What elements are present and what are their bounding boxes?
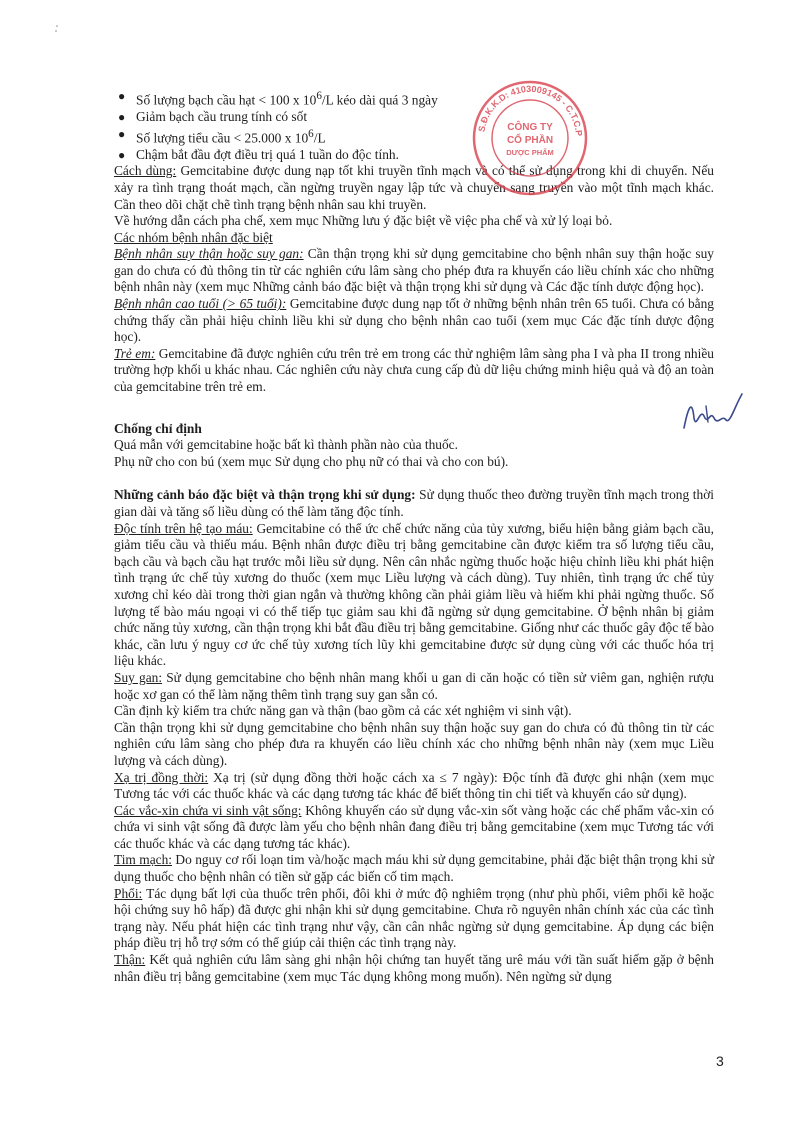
- list-item: ● Số lượng tiểu cầu < 25.000 x $10^6/L$: [114, 126, 714, 147]
- page-number: 3: [716, 1053, 724, 1069]
- handwritten-signature: [678, 388, 748, 438]
- list-item: ● Giảm bạch cầu trung tính có sốt: [114, 109, 714, 126]
- pulmonary-paragraph: Phổi: Tác dụng bất lợi của thuốc trên phổi, đôi khi ở mức độ nghiêm trọng (như phù phổi, viêm phổi kẽ hoặc hội chứng suy hô hấp) đã được ghi nhận khi sử dụng gemcitabine. Chưa rõ nguyên nhân chính xác của các tình trạng này. Nếu phát hiện các tình trạng như vậy, cần cân nhắc ngừng sử dụng gemcitabine. Áp dụng các biện pháp điều trị hỗ trợ sớm có thể giúp cải thiện các tình trạng này.: [114, 885, 714, 951]
- contraindication-line: Quá mẫn với gemcitabine hoặc bất kì thành phần nào của thuốc.: [114, 437, 458, 453]
- liver-paragraph: Suy gan: Sử dụng gemcitabine cho bệnh nhân mang khối u gan di căn hoặc có tiền sử viêm gan, nghiện rượu hoặc xơ gan có thể làm nặng thêm tình trạng suy gan sẵn có.: [114, 669, 714, 702]
- contraindication-line: Phụ nữ cho con bú (xem mục Sử dụng cho phụ nữ có thai và cho con bú).: [114, 453, 509, 469]
- svg-text:CÔNG TY: CÔNG TY: [507, 122, 553, 133]
- function-check-line: Cần định kỳ kiểm tra chức năng gan và thận (bao gồm cả các xét nghiệm vi sinh vật).: [114, 703, 572, 719]
- preparation-note: Về hướng dẫn cách pha chế, xem mục Những lưu ý đặc biệt về việc pha chế và xử lý loại bỏ.: [114, 213, 613, 229]
- svg-text:S.Đ.K.K.D: 4103009145 - C.T.C.: S.Đ.K.K.D: 4103009145 - C.T.C.P: [476, 83, 585, 137]
- caution-paragraph: Cần thận trọng khi sử dụng gemcitabine cho bệnh nhân suy thận hoặc suy gan do chưa có đủ thông tin từ các nghiên cứu lâm sàng cho phép đưa ra khuyến cáo liều chính xác cho những bệnh nhân này (xem mục Liều lượng và cách dùng).: [114, 719, 714, 768]
- special-groups-title: Các nhóm bệnh nhân đặc biệt: [114, 229, 273, 245]
- cardiac-paragraph: Tim mạch: Do nguy cơ rối loạn tim và/hoặc mạch máu khi sử dụng gemcitabine, phải đặc biệt thận trọng khi sử dụng thuốc cho bệnh nhân có tiền sử gặp các biến cố tim mạch.: [114, 852, 714, 885]
- radiotherapy-paragraph: Xạ trị đồng thời: Xạ trị (sử dụng đồng thời hoặc cách xa ≤ 7 ngày): Độc tính đã được ghi nhận (xem mục Tương tác với các thuốc khác và các dạng tương tác khác để biết thông tin chi tiết và khuyến cáo sử dụng).: [114, 769, 714, 802]
- warnings-paragraph: Những cảnh báo đặc biệt và thận trọng khi sử dụng: Sử dụng thuốc theo đường truyền tĩnh mạch trong thời gian dài và tăng số liều dùng có thể làm tăng độc tính.: [114, 487, 714, 519]
- company-stamp: [470, 78, 590, 198]
- usage-label: Cách dùng:: [114, 163, 177, 179]
- list-item: ● Số lượng bạch cầu hạt < 100 x $10^6/L$ kéo dài quá 3 ngày: [114, 88, 714, 109]
- hematologic-paragraph: Độc tính trên hệ tạo máu: Gemcitabine có thể ức chế chức năng của tủy xương, biểu hiện bằng giảm bạch cầu, giảm tiểu cầu và thiếu máu. Bệnh nhân được điều trị bằng gemcitabine cần được kiểm tra số lượng tiểu cầu, bạch cầu và bạch cầu hạt trước mỗi liều sử dụng. Nên cân nhắc ngừng thuốc hoặc hiệu chỉnh liều khi phát hiện tình trạng ức chế tủy xương do thuốc (xem mục Liều lượng và cách dùng). Tuy nhiên, tình trạng ức chế tủy xương chỉ kéo dài trong thời gian ngắn và thường không cần phải giảm liều và hiếm khi phải ngừng thuốc. Số lượng tế bào máu ngoại vi có thể tiếp tục giảm sau khi đã ngừng sử dụng gemcitabine. Ở bệnh nhân bị giảm chức năng tủy xương, cần thận trọng khi bắt đầu điều trị bằng gemcitabine. Giống như các thuốc gây độc tế bào khác, cần lưu ý nguy cơ ức chế tủy xương tích lũy khi gemcitabine được sử dụng cùng với các thuốc hóa trị liệu khác.: [114, 520, 714, 669]
- svg-text:DƯỢC PHẨM: DƯỢC PHẨM: [506, 148, 554, 157]
- renal-paragraph: Thận: Kết quả nghiên cứu lâm sàng ghi nhận hội chứng tan huyết tăng urê máu với tần suất hiếm gặp ở bệnh nhân điều trị bằng gemcitabine (xem mục Tác dụng không mong muốn). Nên ngừng sử dụng: [114, 952, 714, 984]
- children-paragraph: Trẻ em: Gemcitabine đã được nghiên cứu trên trẻ em trong các thử nghiệm lâm sàng pha I và pha II trong nhiều trường hợp khối u khác nhau. Các nghiên cứu này chưa cung cấp đủ dữ liệu chứng minh hiệu quả và độ an toàn của gemcitabine trên trẻ em.: [114, 345, 714, 395]
- renal-hepatic-paragraph: Bệnh nhân suy thận hoặc suy gan: Cần thận trọng khi sử dụng gemcitabine cho bệnh nhân suy thận hoặc suy gan do chưa có đủ thông tin từ các nghiên cứu lâm sàng cho phép đưa ra khuyến cáo liều chính xác cho những bệnh nhân này (xem mục Những cảnh báo đặc biệt và thận trọng khi sử dụng và Các đặc tính dược động học).: [114, 246, 714, 295]
- warnings-title: Những cảnh báo đặc biệt và thận trọng khi sử dụng:: [114, 487, 416, 503]
- svg-text:CỔ PHẦN: CỔ PHẦN: [506, 135, 554, 146]
- list-item: ● Chậm bắt đầu đợt điều trị quá 1 tuần do độc tính.: [114, 147, 714, 164]
- usage-paragraph: Cách dùng: Gemcitabine được dung nạp tốt khi truyền tĩnh mạch và có thể sử dụng trong khi di chuyển. Nếu xảy ra tình trạng thoát mạch, cần ngừng truyền ngay lập tức và chuyển sang truyền vào một tĩnh mạch khác. Cần theo dõi chặt chẽ tình trạng bệnh nhân sau khi truyền.: [114, 163, 714, 212]
- document-body: [114, 88, 714, 985]
- elderly-paragraph: Bệnh nhân cao tuổi (> 65 tuổi): Gemcitabine được dung nạp tốt ở những bệnh nhân trên 65 tuổi. Chưa có bằng chứng thấy cần phải hiệu chỉnh liều khi sử dụng cho bệnh nhân cao tuổi (xem mục Các đặc tính dược động học).: [114, 296, 714, 345]
- vaccine-paragraph: Các vắc-xin chứa vi sinh vật sống: Không khuyến cáo sử dụng vắc-xin sốt vàng hoặc các chế phẩm vắc-xin có chứa vi sinh vật sống đã được làm yếu cho bệnh nhân đang điều trị bằng gemcitabine (xem mục Tương tác với các thuốc khác và các dạng tương tác khác).: [114, 802, 714, 851]
- scan-speck: [54, 24, 60, 34]
- stop-criteria-list: [114, 88, 714, 163]
- contraindications-title: Chống chỉ định: [114, 420, 202, 436]
